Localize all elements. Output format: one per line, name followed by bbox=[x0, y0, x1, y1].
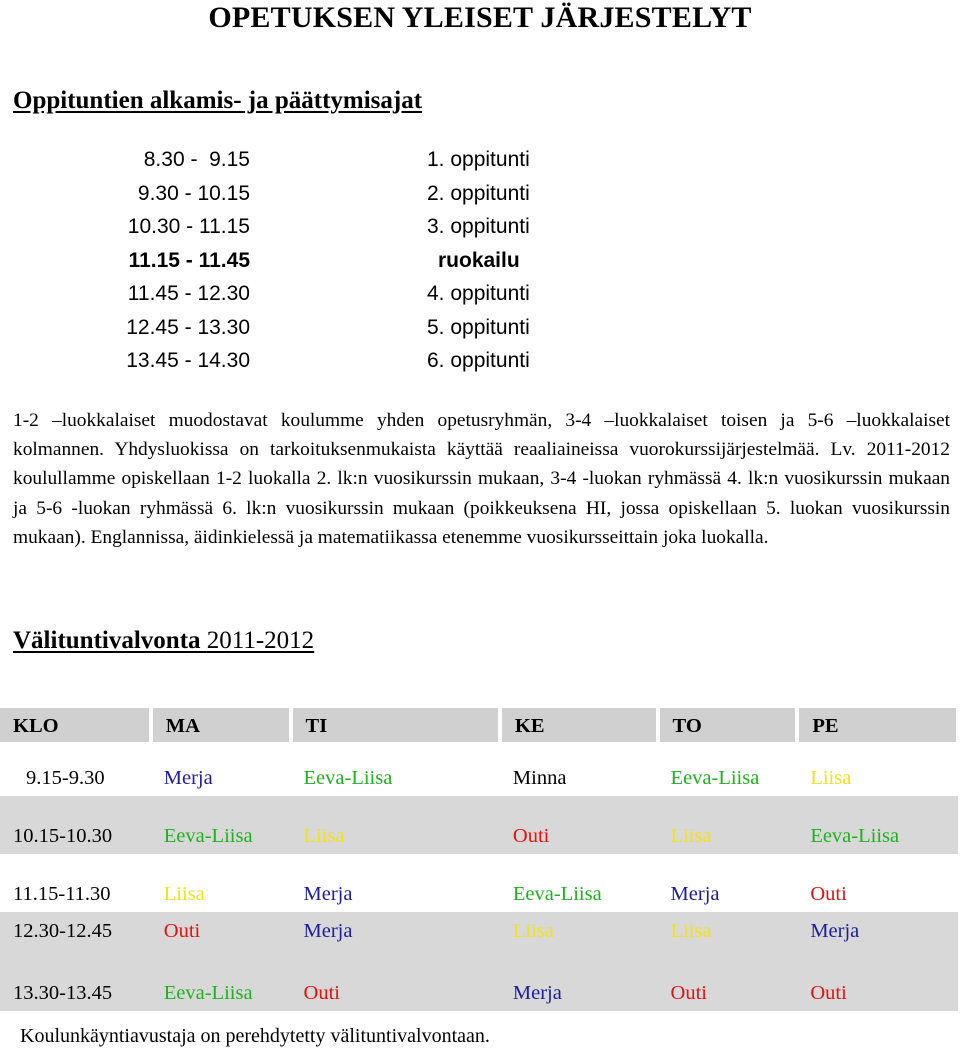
page-title: OPETUKSEN YLEISET JÄRJESTELYT bbox=[208, 1, 752, 34]
duty-person: Liisa bbox=[658, 796, 798, 854]
duty-person: Liisa bbox=[163, 883, 205, 905]
lesson-label: 3. oppitunti bbox=[427, 215, 530, 238]
duty-time: 13.30-13.45 bbox=[0, 949, 151, 1011]
class-groups-paragraph: 1-2 –luokkalaiset muodostavat koulumme yhden opetusryhmän, 3-4 –luokkalaiset toisen ja 5-6 –luokkalaiset kolmannen. Yhdysluokissa on tarkoituksenmukaista käyttää reaaliaineissa vuorokurssijärjestelmää. Lv. 2011-2012 koulullamme opiskellaan 1-2 luokalla 2. lk:n vuosikurssin mukaan, 3-4 -luokan ryhmässä 4. lk:n vuosikurssin mukaan ja 5-6 -luokan ryhmässä 6. lk:n vuosikurssin mukaan (poikkeuksena HI, jossa opiskellaan 5. luokan vuosikurssin mukaan). Englannissa, äidinkielessä ja matematiikassa etenemme vuosikursseittain joka luokalla. bbox=[13, 410, 950, 548]
duty-person: Merja bbox=[500, 949, 658, 1011]
duty-time: 11.15-11.30 bbox=[13, 883, 111, 905]
duty-person: Eeva-Liisa bbox=[797, 796, 958, 854]
lesson-time: 13.45 - 14.30 bbox=[126, 349, 250, 372]
duty-person: Outi bbox=[810, 883, 847, 905]
duty-person: Outi bbox=[500, 796, 658, 854]
duty-time: 9.15-9.30 bbox=[26, 767, 105, 789]
duty-time: 10.15-10.30 bbox=[0, 796, 151, 854]
header-ma: MA bbox=[151, 708, 291, 742]
duty-person: Eeva-Liisa bbox=[512, 883, 602, 905]
duty-person: Liisa bbox=[500, 912, 658, 949]
header-ti: TI bbox=[291, 708, 500, 742]
duty-person: Outi bbox=[291, 949, 500, 1011]
lesson-label: 5. oppitunti bbox=[427, 315, 530, 339]
duty-person: Outi bbox=[797, 949, 958, 1011]
lesson-label: 4. oppitunti bbox=[427, 282, 530, 305]
lesson-time: 11.15 - 11.45 bbox=[128, 248, 250, 272]
duty-heading-year: 2011-2012 bbox=[206, 627, 315, 654]
duty-person: Merja bbox=[670, 883, 720, 905]
table-row bbox=[0, 742, 958, 796]
lesson-time-row bbox=[0, 316, 600, 350]
duty-table-header bbox=[0, 708, 958, 742]
lesson-label: ruokailu bbox=[438, 248, 520, 272]
lesson-time-row bbox=[0, 148, 600, 182]
table-row bbox=[0, 949, 958, 1011]
lesson-label: 1. oppitunti bbox=[427, 148, 530, 171]
header-klo: KLO bbox=[0, 708, 151, 742]
lesson-time: 10.30 - 11.15 bbox=[127, 215, 250, 238]
duty-person: Merja bbox=[291, 912, 500, 949]
table-row bbox=[0, 912, 958, 949]
duty-time: 12.30-12.45 bbox=[0, 912, 151, 949]
header-pe: PE bbox=[797, 708, 958, 742]
lunch-time-row bbox=[0, 249, 600, 283]
recess-duty-table bbox=[0, 708, 960, 1011]
duty-heading-prefix: Välituntivalvonta bbox=[13, 627, 207, 654]
table-row bbox=[0, 796, 958, 854]
lesson-time: 12.45 - 13.30 bbox=[126, 315, 250, 339]
lesson-label: 2. oppitunti bbox=[427, 181, 530, 205]
lesson-times-list bbox=[0, 148, 600, 383]
lesson-label: 6. oppitunti bbox=[427, 349, 530, 372]
lesson-time-row bbox=[0, 349, 600, 383]
duty-heading bbox=[13, 627, 314, 655]
duty-person: Minna bbox=[512, 767, 567, 789]
lesson-time: 11.45 - 12.30 bbox=[127, 282, 250, 305]
lesson-time: 9.30 - 10.15 bbox=[137, 181, 250, 205]
duty-person: Merja bbox=[163, 767, 213, 789]
duty-person: Merja bbox=[303, 883, 353, 905]
schedule-heading: Oppituntien alkamis- ja päättymisajat bbox=[13, 87, 423, 114]
duty-person: Liisa bbox=[291, 796, 500, 854]
duty-person: Merja bbox=[797, 912, 958, 949]
lesson-time-row bbox=[0, 215, 600, 249]
footer-note: Koulunkäyntiavustaja on perehdytetty välituntivalvontaan. bbox=[20, 1025, 490, 1047]
duty-person: Outi bbox=[658, 949, 798, 1011]
duty-person: Outi bbox=[151, 912, 291, 949]
lesson-time: 8.30 - 9.15 bbox=[143, 148, 250, 171]
duty-person: Liisa bbox=[658, 912, 798, 949]
lesson-time-row bbox=[0, 282, 600, 316]
duty-person: Liisa bbox=[810, 767, 852, 789]
duty-person: Eeva-Liisa bbox=[303, 767, 393, 789]
header-ke: KE bbox=[500, 708, 658, 742]
duty-person: Eeva-Liisa bbox=[151, 796, 291, 854]
lesson-time-row bbox=[0, 182, 600, 216]
duty-person: Eeva-Liisa bbox=[151, 949, 291, 1011]
table-row bbox=[0, 854, 958, 912]
duty-person: Eeva-Liisa bbox=[670, 767, 760, 789]
header-to: TO bbox=[658, 708, 798, 742]
